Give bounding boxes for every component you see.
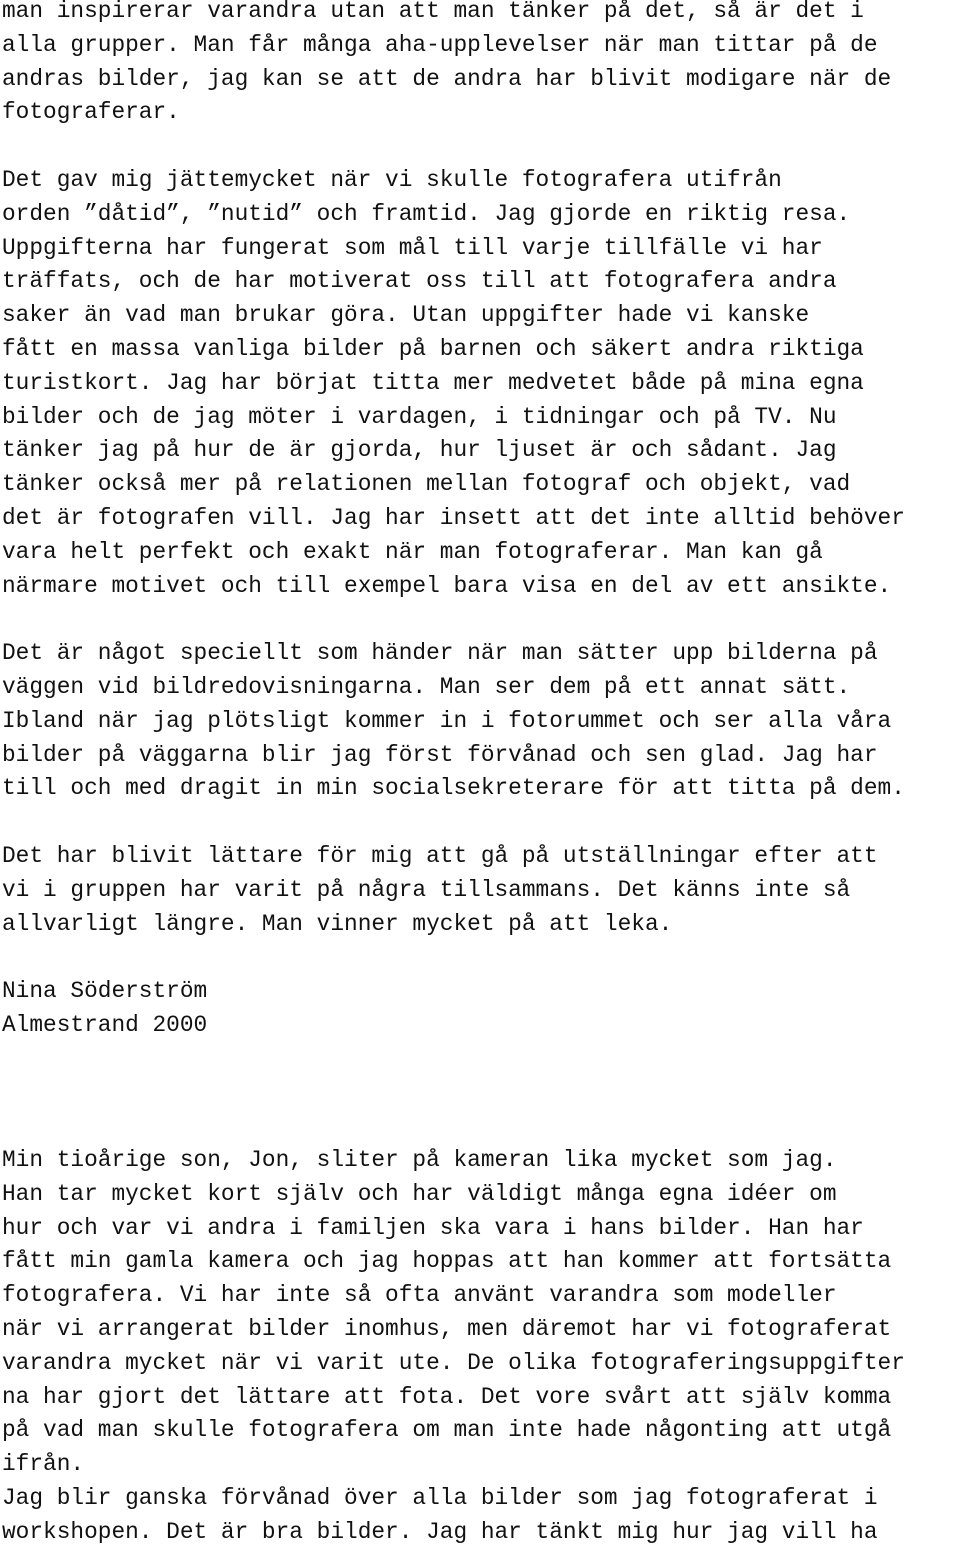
paragraph-5 — [2, 1144, 960, 1550]
text-line: orden ”dåtid”, ”nutid” och framtid. Jag gjorde en riktig resa. — [2, 200, 851, 227]
paragraph-1 — [2, 0, 960, 130]
text-line: på vad man skulle fotografera om man inte hade någonting att utgå — [2, 1417, 892, 1444]
paragraph-4 — [2, 840, 960, 941]
text-line: workshopen. Det är bra bilder. Jag har tänkt mig hur jag vill ha — [2, 1518, 878, 1545]
text-line: turistkort. Jag har börjat titta mer medvetet både på mina egna — [2, 369, 864, 396]
place-year: Almestrand 2000 — [2, 1011, 208, 1038]
text-line: Min tioårige son, Jon, sliter på kameran lika mycket som jag. — [2, 1147, 837, 1174]
text-line: saker än vad man brukar göra. Utan uppgifter hade vi kanske — [2, 302, 810, 329]
text-line: hur och var vi andra i familjen ska vara i hans bilder. Han har — [2, 1214, 864, 1241]
text-line: Uppgifterna har fungerat som mål till varje tillfälle vi har — [2, 234, 823, 261]
text-line: alla grupper. Man får många aha-upplevelser när man tittar på de — [2, 31, 878, 58]
text-line: tänker jag på hur de är gjorda, hur ljuset är och sådant. Jag — [2, 437, 837, 464]
paragraph-3 — [2, 637, 960, 806]
text-line: na har gjort det lättare att fota. Det vore svårt att själv komma — [2, 1383, 892, 1410]
text-line: fotografera. Vi har inte så ofta använt varandra som modeller — [2, 1282, 837, 1309]
text-line: vi i gruppen har varit på några tillsammans. Det känns inte så — [2, 876, 851, 903]
text-line: när vi arrangerat bilder inomhus, men däremot har vi fotograferat — [2, 1316, 892, 1343]
paragraph-spacer — [2, 130, 960, 164]
text-line: man inspirerar varandra utan att man tänker på det, så är det i — [2, 0, 864, 24]
text-line: fått en massa vanliga bilder på barnen och säkert andra riktiga — [2, 335, 864, 362]
signature-block — [2, 975, 960, 1043]
document-page — [2, 0, 960, 1550]
text-line: ifrån. — [2, 1451, 85, 1478]
text-line: Det är något speciellt som händer när man sätter upp bilderna på — [2, 640, 878, 667]
text-line: väggen vid bildredovisningarna. Man ser dem på ett annat sätt. — [2, 673, 851, 700]
text-line: Det gav mig jättemycket när vi skulle fotografera utifrån — [2, 166, 782, 193]
paragraph-spacer — [2, 1110, 960, 1144]
text-line: Det har blivit lättare för mig att gå på utställningar efter att — [2, 842, 878, 869]
text-line: vara helt perfekt och exakt när man fotograferar. Man kan gå — [2, 538, 823, 565]
text-line: allvarligt längre. Man vinner mycket på att leka. — [2, 910, 673, 937]
text-line: Han tar mycket kort själv och har väldigt många egna idéer om — [2, 1180, 837, 1207]
text-line: fått min gamla kamera och jag hoppas att han kommer att fortsätta — [2, 1248, 892, 1275]
text-line: bilder på väggarna blir jag först förvånad och sen glad. Jag har — [2, 741, 878, 768]
text-line: Jag blir ganska förvånad över alla bilder som jag fotograferat i — [2, 1485, 878, 1512]
paragraph-2 — [2, 164, 960, 603]
text-line: varandra mycket när vi varit ute. De olika fotograferingsuppgifter — [2, 1349, 905, 1376]
paragraph-spacer — [2, 806, 960, 840]
text-line: andras bilder, jag kan se att de andra har blivit modigare när de — [2, 65, 892, 92]
paragraph-spacer — [2, 941, 960, 975]
text-line: till och med dragit in min socialsekreterare för att titta på dem. — [2, 775, 905, 802]
author-name: Nina Söderström — [2, 978, 208, 1005]
text-line: Ibland när jag plötsligt kommer in i fotorummet och ser alla våra — [2, 707, 892, 734]
text-line: fotograferar. — [2, 99, 180, 126]
paragraph-spacer — [2, 1077, 960, 1111]
text-line: bilder och de jag möter i vardagen, i tidningar och på TV. Nu — [2, 403, 837, 430]
paragraph-spacer — [2, 1043, 960, 1077]
text-line: närmare motivet och till exempel bara visa en del av ett ansikte. — [2, 572, 892, 599]
text-line: det är fotografen vill. Jag har insett att det inte alltid behöver — [2, 504, 905, 531]
text-line: träffats, och de har motiverat oss till att fotografera andra — [2, 268, 837, 295]
text-line: tänker också mer på relationen mellan fotograf och objekt, vad — [2, 471, 851, 498]
paragraph-spacer — [2, 603, 960, 637]
